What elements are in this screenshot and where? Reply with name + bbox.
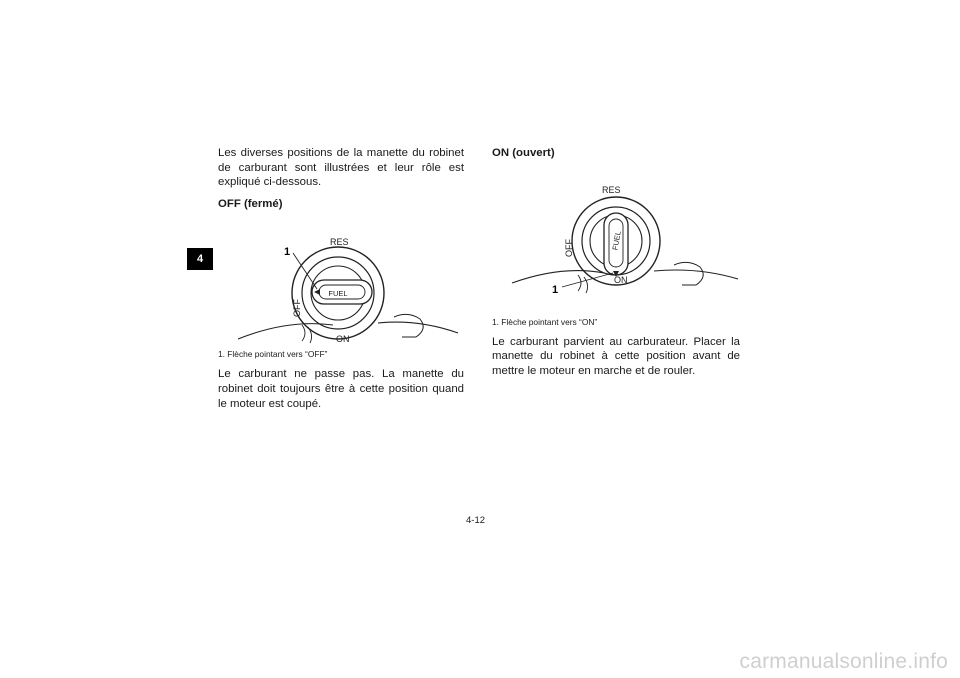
fuel-cock-on-illustration	[492, 183, 740, 313]
off-label: OFF	[292, 299, 302, 318]
off-label: OFF	[564, 238, 574, 257]
on-heading: ON (ouvert)	[492, 147, 555, 159]
left-column	[218, 146, 464, 411]
intro-paragraph: Les diverses positions de la manette du robinet de carburant sont illustrées et leur rôle est expliqué ci-dessous.	[218, 147, 464, 189]
on-caption: 1. Flèche pointant vers “ON”	[492, 316, 598, 327]
res-label: RES	[330, 237, 349, 248]
callout-number: 1	[552, 283, 559, 296]
on-label: ON	[336, 334, 350, 345]
chapter-tab: 4	[187, 248, 213, 270]
off-body: Le carburant ne passe pas. La manette du robinet doit toujours être à cette position quand le moteur est coupé.	[218, 368, 464, 410]
on-label: ON	[614, 274, 628, 285]
callout-number: 1	[284, 246, 291, 259]
right-column	[492, 146, 740, 378]
off-heading: OFF (fermé)	[218, 197, 283, 210]
watermark-text: carmanualsonline.info	[739, 650, 948, 673]
fuel-label: FUEL	[610, 229, 623, 251]
res-label: RES	[602, 184, 621, 195]
off-caption: 1. Flèche pointant vers “OFF”	[218, 349, 328, 360]
on-body: Le carburant parvient au carburateur. Placer la manette du robinet à cette position avant de mettre le moteur en marche et de rouler.	[492, 335, 740, 377]
fuel-cock-off-illustration	[218, 217, 464, 347]
fuel-label: FUEL	[328, 289, 348, 299]
page-number: 4-12	[466, 515, 486, 526]
